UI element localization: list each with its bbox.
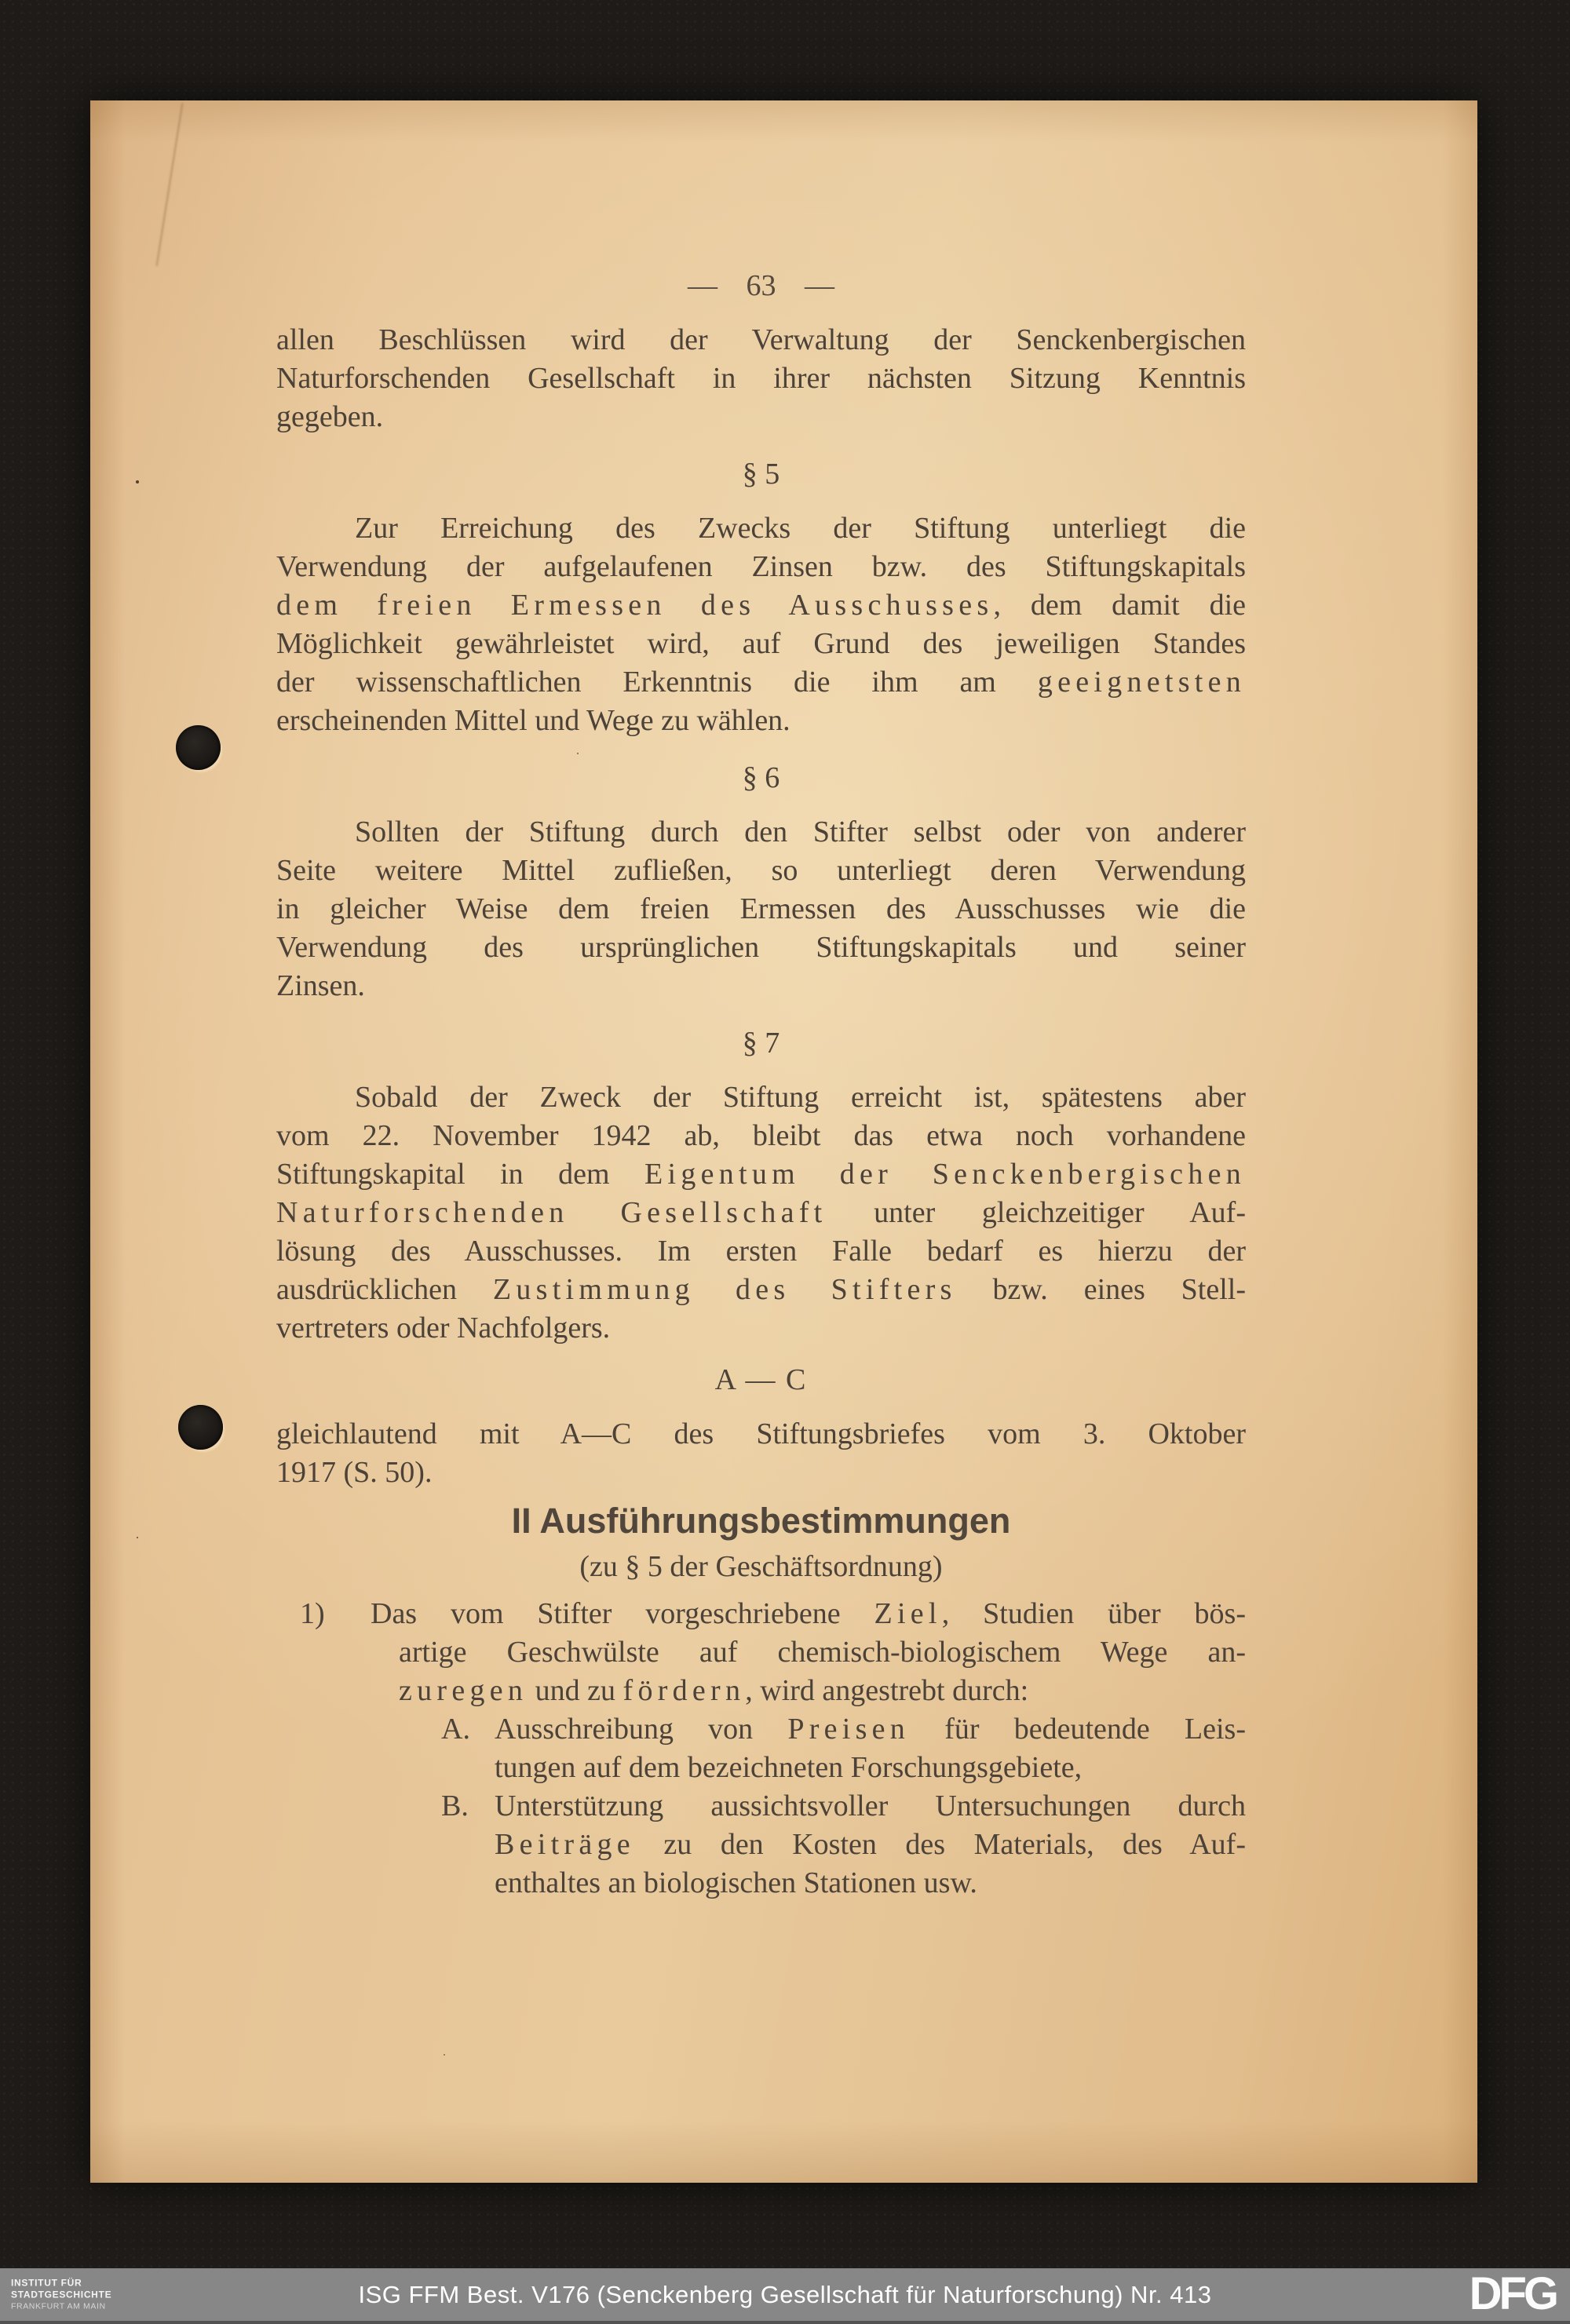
letterspaced-text: Beiträge	[495, 1828, 635, 1861]
text-line	[495, 1826, 1246, 1864]
text-line	[276, 967, 1246, 1005]
list-marker: B.	[441, 1790, 469, 1822]
document-page	[90, 100, 1477, 2183]
text-line	[276, 1194, 1246, 1232]
text-line	[276, 1415, 1246, 1454]
text-run: Zur Erreichung des Zwecks der Stiftung unterliegt die	[355, 512, 1246, 545]
text-run: Sollten der Stiftung durch den Stifter selbst oder von anderer	[355, 815, 1246, 848]
text-line	[276, 625, 1246, 663]
text-line	[495, 1749, 1246, 1787]
archive-footer-bar	[0, 2268, 1570, 2321]
text-line	[276, 548, 1246, 586]
text-line	[276, 1155, 1246, 1194]
text-line	[276, 1309, 1246, 1348]
text-run: vom 22. November 1942 ab, bleibt das etwa noch vorhandene	[276, 1119, 1246, 1152]
text-run: artige Geschwülste auf chemisch-biologischem Wege an-	[399, 1636, 1246, 1669]
sub-list-item	[276, 1710, 1246, 1787]
letterspaced-text: dem freien Ermessen des Ausschusses	[276, 589, 994, 622]
text-run: , dem damit die	[993, 589, 1246, 622]
text-run: unter gleichzeitiger Auf-	[827, 1196, 1246, 1229]
text-line	[276, 1117, 1246, 1155]
text-line	[276, 702, 1246, 740]
text-run: enthaltes an biologischen Stationen usw.	[495, 1866, 977, 1899]
text-line	[276, 929, 1246, 967]
punch-hole	[178, 1405, 223, 1450]
page-text	[276, 100, 1246, 1903]
text-run: und zu	[528, 1674, 623, 1707]
paragraph	[276, 1415, 1246, 1492]
text-run: gleichlautend mit A—C des Stiftungsbriefes vom 3. Oktober	[276, 1417, 1246, 1450]
text-run: vertreters oder Nachfolgers.	[276, 1312, 611, 1344]
text-line	[276, 1078, 1246, 1117]
text-run: bzw. eines Stell-	[956, 1273, 1246, 1306]
letterspaced-text: Eigentum der Senckenbergischen	[644, 1158, 1246, 1191]
sub-list-item	[276, 1787, 1246, 1903]
text-run: allen Beschlüssen wird der Verwaltung der Senckenbergischen	[276, 323, 1246, 356]
letterspaced-text: Zustimmung des Stifters	[492, 1273, 957, 1306]
letterspaced-text: Preisen	[787, 1713, 911, 1746]
text-run: für bedeutende Leis-	[910, 1713, 1246, 1746]
text-run: tungen auf dem bezeichneten Forschungsgebiete,	[495, 1751, 1083, 1784]
text-run: Stiftungskapital in dem	[276, 1158, 645, 1191]
text-line	[441, 1787, 1246, 1826]
paragraph	[276, 813, 1246, 1005]
document-body	[276, 321, 1246, 1903]
text-run: Unterstützung aussichtsvoller Untersuchungen durch	[495, 1790, 1246, 1822]
institution-line: STADTGESCHICHTE	[11, 2289, 112, 2300]
letterspaced-text: geeignetsten	[1037, 666, 1246, 699]
text-line	[276, 321, 1246, 359]
text-run: der wissenschaftlichen Erkenntnis die ihm am	[276, 666, 1038, 699]
sub-heading: (zu § 5 der Geschäftsordnung)	[579, 1550, 943, 1583]
text-line	[276, 813, 1246, 852]
text-run: Verwendung des ursprünglichen Stiftungskapitals und seiner	[276, 931, 1246, 964]
letterspaced-text: zuregen	[399, 1674, 528, 1707]
text-run: Ausschreibung von	[495, 1713, 788, 1746]
text-run: Sobald der Zweck der Stiftung erreicht ist, spätestens aber	[355, 1081, 1246, 1114]
institution-line: INSTITUT FÜR	[11, 2277, 82, 2288]
text-run: ausdrücklichen	[276, 1273, 493, 1306]
text-line	[276, 398, 1246, 436]
paragraph	[276, 321, 1246, 436]
text-run: Das vom Stifter vorgeschriebene	[371, 1597, 874, 1630]
page-number: — 63 —	[688, 269, 834, 302]
text-line	[276, 1232, 1246, 1271]
footer-bottom-strip	[0, 2321, 1570, 2324]
paragraph	[276, 509, 1246, 740]
text-line	[399, 1633, 1246, 1672]
text-run: Möglichkeit gewährleistet wird, auf Grund des jeweiligen Standes	[276, 627, 1246, 660]
paragraph	[276, 1078, 1246, 1348]
text-line: 1) Das vom Stifter vorgeschriebene Ziel, Studien über bös-	[300, 1597, 1247, 1630]
list-marker: A.	[441, 1713, 470, 1746]
dfg-logo: DFG	[1469, 2267, 1556, 2319]
paper-speck	[136, 480, 139, 483]
text-line	[441, 1710, 1246, 1749]
text-run: Zinsen.	[276, 969, 365, 1002]
text-run: , Studien über bös-	[941, 1597, 1247, 1630]
text-line	[276, 1271, 1246, 1309]
letterspaced-text: fördern	[623, 1674, 746, 1707]
text-run: in gleicher Weise dem freien Ermessen des Ausschusses wie die	[276, 892, 1246, 925]
letterspaced-text: Naturforschenden Gesellschaft	[276, 1196, 827, 1229]
text-line	[399, 1672, 1246, 1710]
text-line	[276, 663, 1246, 702]
institution-line: FRANKFURT AM MAIN	[11, 2301, 106, 2311]
center-heading: A — C	[714, 1363, 808, 1396]
list-item	[276, 1595, 1246, 1710]
text-run: erscheinenden Mittel und Wege zu wählen.	[276, 704, 790, 737]
paper-crease	[156, 103, 184, 266]
text-line	[276, 1454, 1246, 1492]
text-run: Verwendung der aufgelaufenen Zinsen bzw. des Stiftungskapitals	[276, 550, 1246, 583]
text-line	[276, 890, 1246, 929]
text-run: lösung des Ausschusses. Im ersten Falle bedarf es hierzu der	[276, 1235, 1246, 1268]
section-heading: § 6	[742, 761, 780, 794]
section-heading: § 5	[742, 458, 780, 491]
text-line	[276, 852, 1246, 890]
text-run: Naturforschenden Gesellschaft in ihrer nächsten Sitzung Kenntnis	[276, 362, 1246, 395]
section-heading: § 7	[742, 1027, 780, 1060]
text-run: 1917 (S. 50).	[276, 1456, 433, 1489]
text-run: Seite weitere Mittel zufließen, so unterliegt deren Verwendung	[276, 854, 1246, 887]
text-line	[276, 586, 1246, 625]
text-run: , wird angestrebt durch:	[745, 1674, 1029, 1707]
text-line	[276, 509, 1246, 548]
text-line	[495, 1864, 1246, 1903]
letterspaced-text: Ziel	[874, 1597, 942, 1630]
archive-reference: ISG FFM Best. V176 (Senckenberg Gesellschaft für Naturforschung) Nr. 413	[358, 2280, 1212, 2308]
sans-heading: II Ausführungsbestimmungen	[511, 1501, 1011, 1541]
text-line	[276, 359, 1246, 398]
text-run: zu den Kosten des Materials, des Auf-	[634, 1828, 1246, 1861]
text-run: gegeben.	[276, 400, 384, 433]
punch-hole	[176, 725, 221, 770]
